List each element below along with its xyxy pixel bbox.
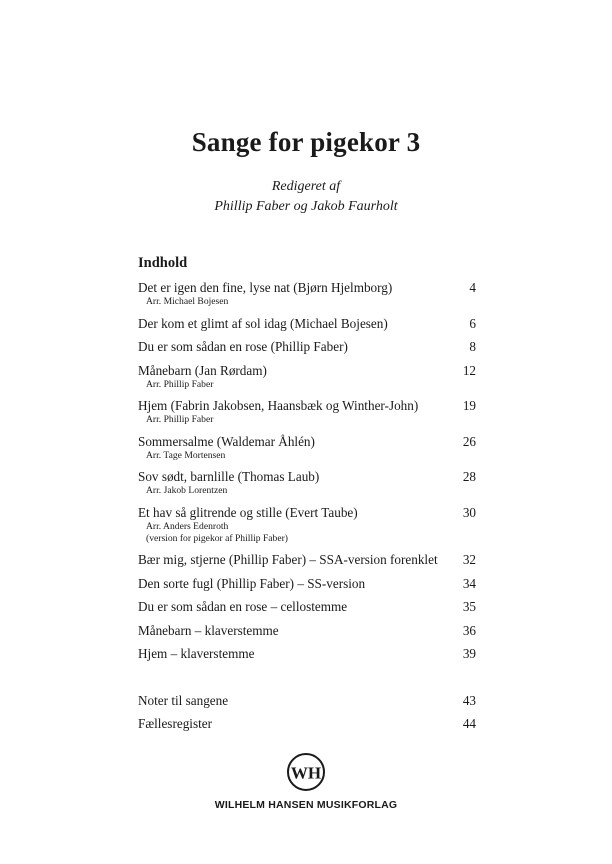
subtitle-edited-by: Redigeret af [271, 179, 341, 194]
toc-entry-note: (version for pigekor af Phillip Faber) [146, 532, 289, 544]
toc-entry-title: Hjem (Fabrin Jakobsen, Haansbæk og Winther-John) [138, 398, 419, 413]
toc-entry-title: Hjem – klaverstemme [138, 646, 255, 661]
toc-entry [138, 433, 476, 462]
toc-entry [138, 397, 476, 426]
toc-entry-note: Arr. Michael Bojesen [146, 296, 229, 307]
toc-entry-title: Sommersalme (Waldemar Åhlén) [138, 433, 315, 449]
wh-logo-icon [286, 752, 326, 792]
toc-entry-title: Du er som sådan en rose (Phillip Faber) [138, 339, 348, 354]
toc-entry-page: 30 [462, 504, 476, 520]
toc-entry-page: 19 [462, 398, 476, 413]
toc-entry [138, 551, 476, 568]
toc-entry-title: Et hav så glitrende og stille (Evert Taube) [138, 504, 358, 520]
toc-entry [138, 598, 476, 615]
toc-entry-page: 36 [462, 622, 476, 638]
toc-extra-entry [138, 715, 476, 732]
subtitle-editors: Phillip Faber og Jakob Faurholt [214, 199, 398, 214]
toc-entry-page: 32 [462, 552, 476, 567]
toc-entry-page: 26 [462, 433, 476, 449]
publisher-logo [0, 752, 612, 792]
publisher-name: WILHELM HANSEN MUSIKFORLAG [214, 799, 398, 811]
toc-entry [138, 645, 476, 662]
toc-entry-page: 28 [462, 469, 476, 484]
toc-entry-title: Der kom et glimt af sol idag (Michael Bojesen) [138, 315, 388, 331]
toc-entry-page: 34 [462, 575, 476, 591]
toc-spacer [138, 669, 476, 692]
toc-entry-note: Arr. Phillip Faber [146, 378, 214, 390]
page-title: Sange for pigekor 3 [191, 127, 421, 157]
toc-entry-title: Månebarn (Jan Rørdam) [138, 362, 267, 378]
toc-entry-page: 8 [469, 339, 476, 354]
toc-entry-page: 12 [462, 362, 476, 378]
toc-entry-page: 6 [469, 315, 476, 331]
toc-entry [138, 315, 476, 332]
toc-entry [138, 279, 476, 308]
toc-heading: Indhold [138, 255, 188, 271]
toc-entry [138, 575, 476, 592]
toc-entry-title: Det er igen den fine, lyse nat (Bjørn Hjelmborg) [138, 280, 393, 295]
table-of-contents [138, 255, 476, 739]
toc-entry-title: Sov sødt, barnlille (Thomas Laub) [138, 469, 320, 484]
subtitle [0, 177, 612, 217]
toc-entry [138, 622, 476, 639]
toc-extra-entry [138, 692, 476, 709]
toc-entry [138, 504, 476, 545]
toc-entry-note: Arr. Anders Edenroth [146, 520, 229, 532]
logo-letters: WH [290, 763, 322, 783]
toc-entry-title: Månebarn – klaverstemme [138, 622, 279, 638]
toc-entry-page: 43 [462, 692, 476, 708]
toc-entry-title: Den sorte fugl (Phillip Faber) – SS-version [138, 575, 366, 591]
toc-entry-page: 39 [462, 646, 476, 661]
toc-entry-note: Arr. Jakob Lorentzen [146, 485, 228, 496]
toc-entry-page: 44 [462, 716, 476, 731]
toc-entry-page: 4 [469, 280, 476, 295]
toc-entry-title: Fællesregister [138, 716, 212, 731]
toc-entry [138, 468, 476, 497]
toc-entry-page: 35 [462, 599, 476, 614]
toc-entry-title: Du er som sådan en rose – cellostemme [138, 599, 348, 614]
toc-entry [138, 362, 476, 391]
toc-entry-title: Bær mig, stjerne (Phillip Faber) – SSA-version forenklet [138, 552, 438, 567]
toc-entry-note: Arr. Phillip Faber [146, 414, 214, 425]
toc-entry-note: Arr. Tage Mortensen [146, 449, 226, 461]
toc-entry-title: Noter til sangene [138, 692, 229, 708]
toc-entry [138, 338, 476, 355]
